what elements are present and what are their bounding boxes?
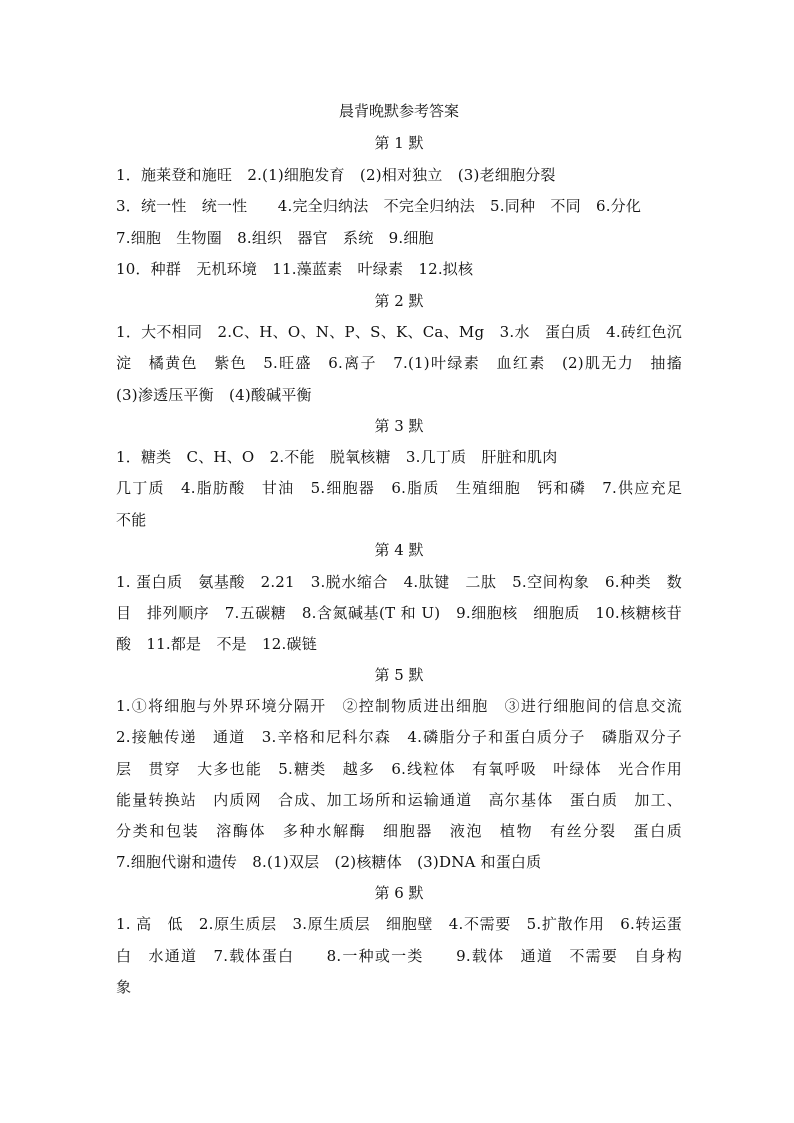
answer-line: 1. 蛋白质 氨基酸 2.21 3.脱水缩合 4.肽键 二肽 5.空间构象 6.种类 数 xyxy=(116,573,682,591)
answer-line: 10．种群 无机环境 11.藻蓝素 叶绿素 12.拟核 xyxy=(116,260,474,278)
answer-line: 1．糖类 C、H、O 2.不能 脱氧核糖 3.几丁质 肝脏和肌肉 xyxy=(116,448,558,466)
answer-line: 3．统一性 统一性 4.完全归纳法 不完全归纳法 5.同种 不同 6.分化 xyxy=(116,197,642,215)
answer-line: 不能 xyxy=(116,511,147,529)
answer-line: 层 贯穿 大多也能 5.糖类 越多 6.线粒体 有氧呼吸 叶绿体 光合作用 xyxy=(116,760,682,778)
answer-line: 1．大不相同 2.C、H、O、N、P、S、K、Ca、Mg 3.水 蛋白质 4.砖红色沉 xyxy=(116,323,682,341)
answer-line: 淀 橘黄色 紫色 5.旺盛 6.离子 7.(1)叶绿素 血红素 (2)肌无力 抽搐 xyxy=(116,354,682,372)
answer-line: 1. 高 低 2.原生质层 3.原生质层 细胞壁 4.不需要 5.扩散作用 6.转运蛋 xyxy=(116,915,682,933)
answer-line: 7.细胞 生物圈 8.组织 器官 系统 9.细胞 xyxy=(116,229,434,247)
section-heading: 第 3 默 xyxy=(374,417,424,435)
answer-line: 1.①将细胞与外界环境分隔开 ②控制物质进出细胞 ③进行细胞间的信息交流 xyxy=(116,697,682,715)
answer-line: 几丁质 4.脂肪酸 甘油 5.细胞器 6.脂质 生殖细胞 钙和磷 7.供应充足 xyxy=(116,479,682,497)
answer-line: 白 水通道 7.载体蛋白 8.一种或一类 9.载体 通道 不需要 自身构 xyxy=(116,947,682,965)
page-title: 晨背晚默参考答案 xyxy=(338,102,459,120)
answer-line: 1．施莱登和施旺 2.(1)细胞发育 (2)相对独立 (3)老细胞分裂 xyxy=(116,166,556,184)
answer-line: 目 排列顺序 7.五碳糖 8.含氮碱基(T 和 U) 9.细胞核 细胞质 10.核糖核苷 xyxy=(116,604,682,622)
answer-line: 酸 11.都是 不是 12.碳链 xyxy=(116,635,317,653)
section-heading: 第 5 默 xyxy=(374,666,424,684)
answer-line: 分类和包装 溶酶体 多种水解酶 细胞器 液泡 植物 有丝分裂 蛋白质 xyxy=(116,822,682,840)
answer-line: 2.接触传递 通道 3.辛格和尼科尔森 4.磷脂分子和蛋白质分子 磷脂双分子 xyxy=(116,728,682,746)
answer-line: (3)渗透压平衡 (4)酸碱平衡 xyxy=(116,386,312,404)
section-heading: 第 6 默 xyxy=(374,884,424,902)
section-heading: 第 4 默 xyxy=(374,541,424,559)
answer-line: 7.细胞代谢和遗传 8.(1)双层 (2)核糖体 (3)DNA 和蛋白质 xyxy=(116,853,542,871)
section-heading: 第 2 默 xyxy=(374,292,424,310)
answer-line: 象 xyxy=(116,978,132,996)
section-heading: 第 1 默 xyxy=(374,134,424,152)
answer-line: 能量转换站 内质网 合成、加工场所和运输通道 高尔基体 蛋白质 加工、 xyxy=(116,791,682,809)
